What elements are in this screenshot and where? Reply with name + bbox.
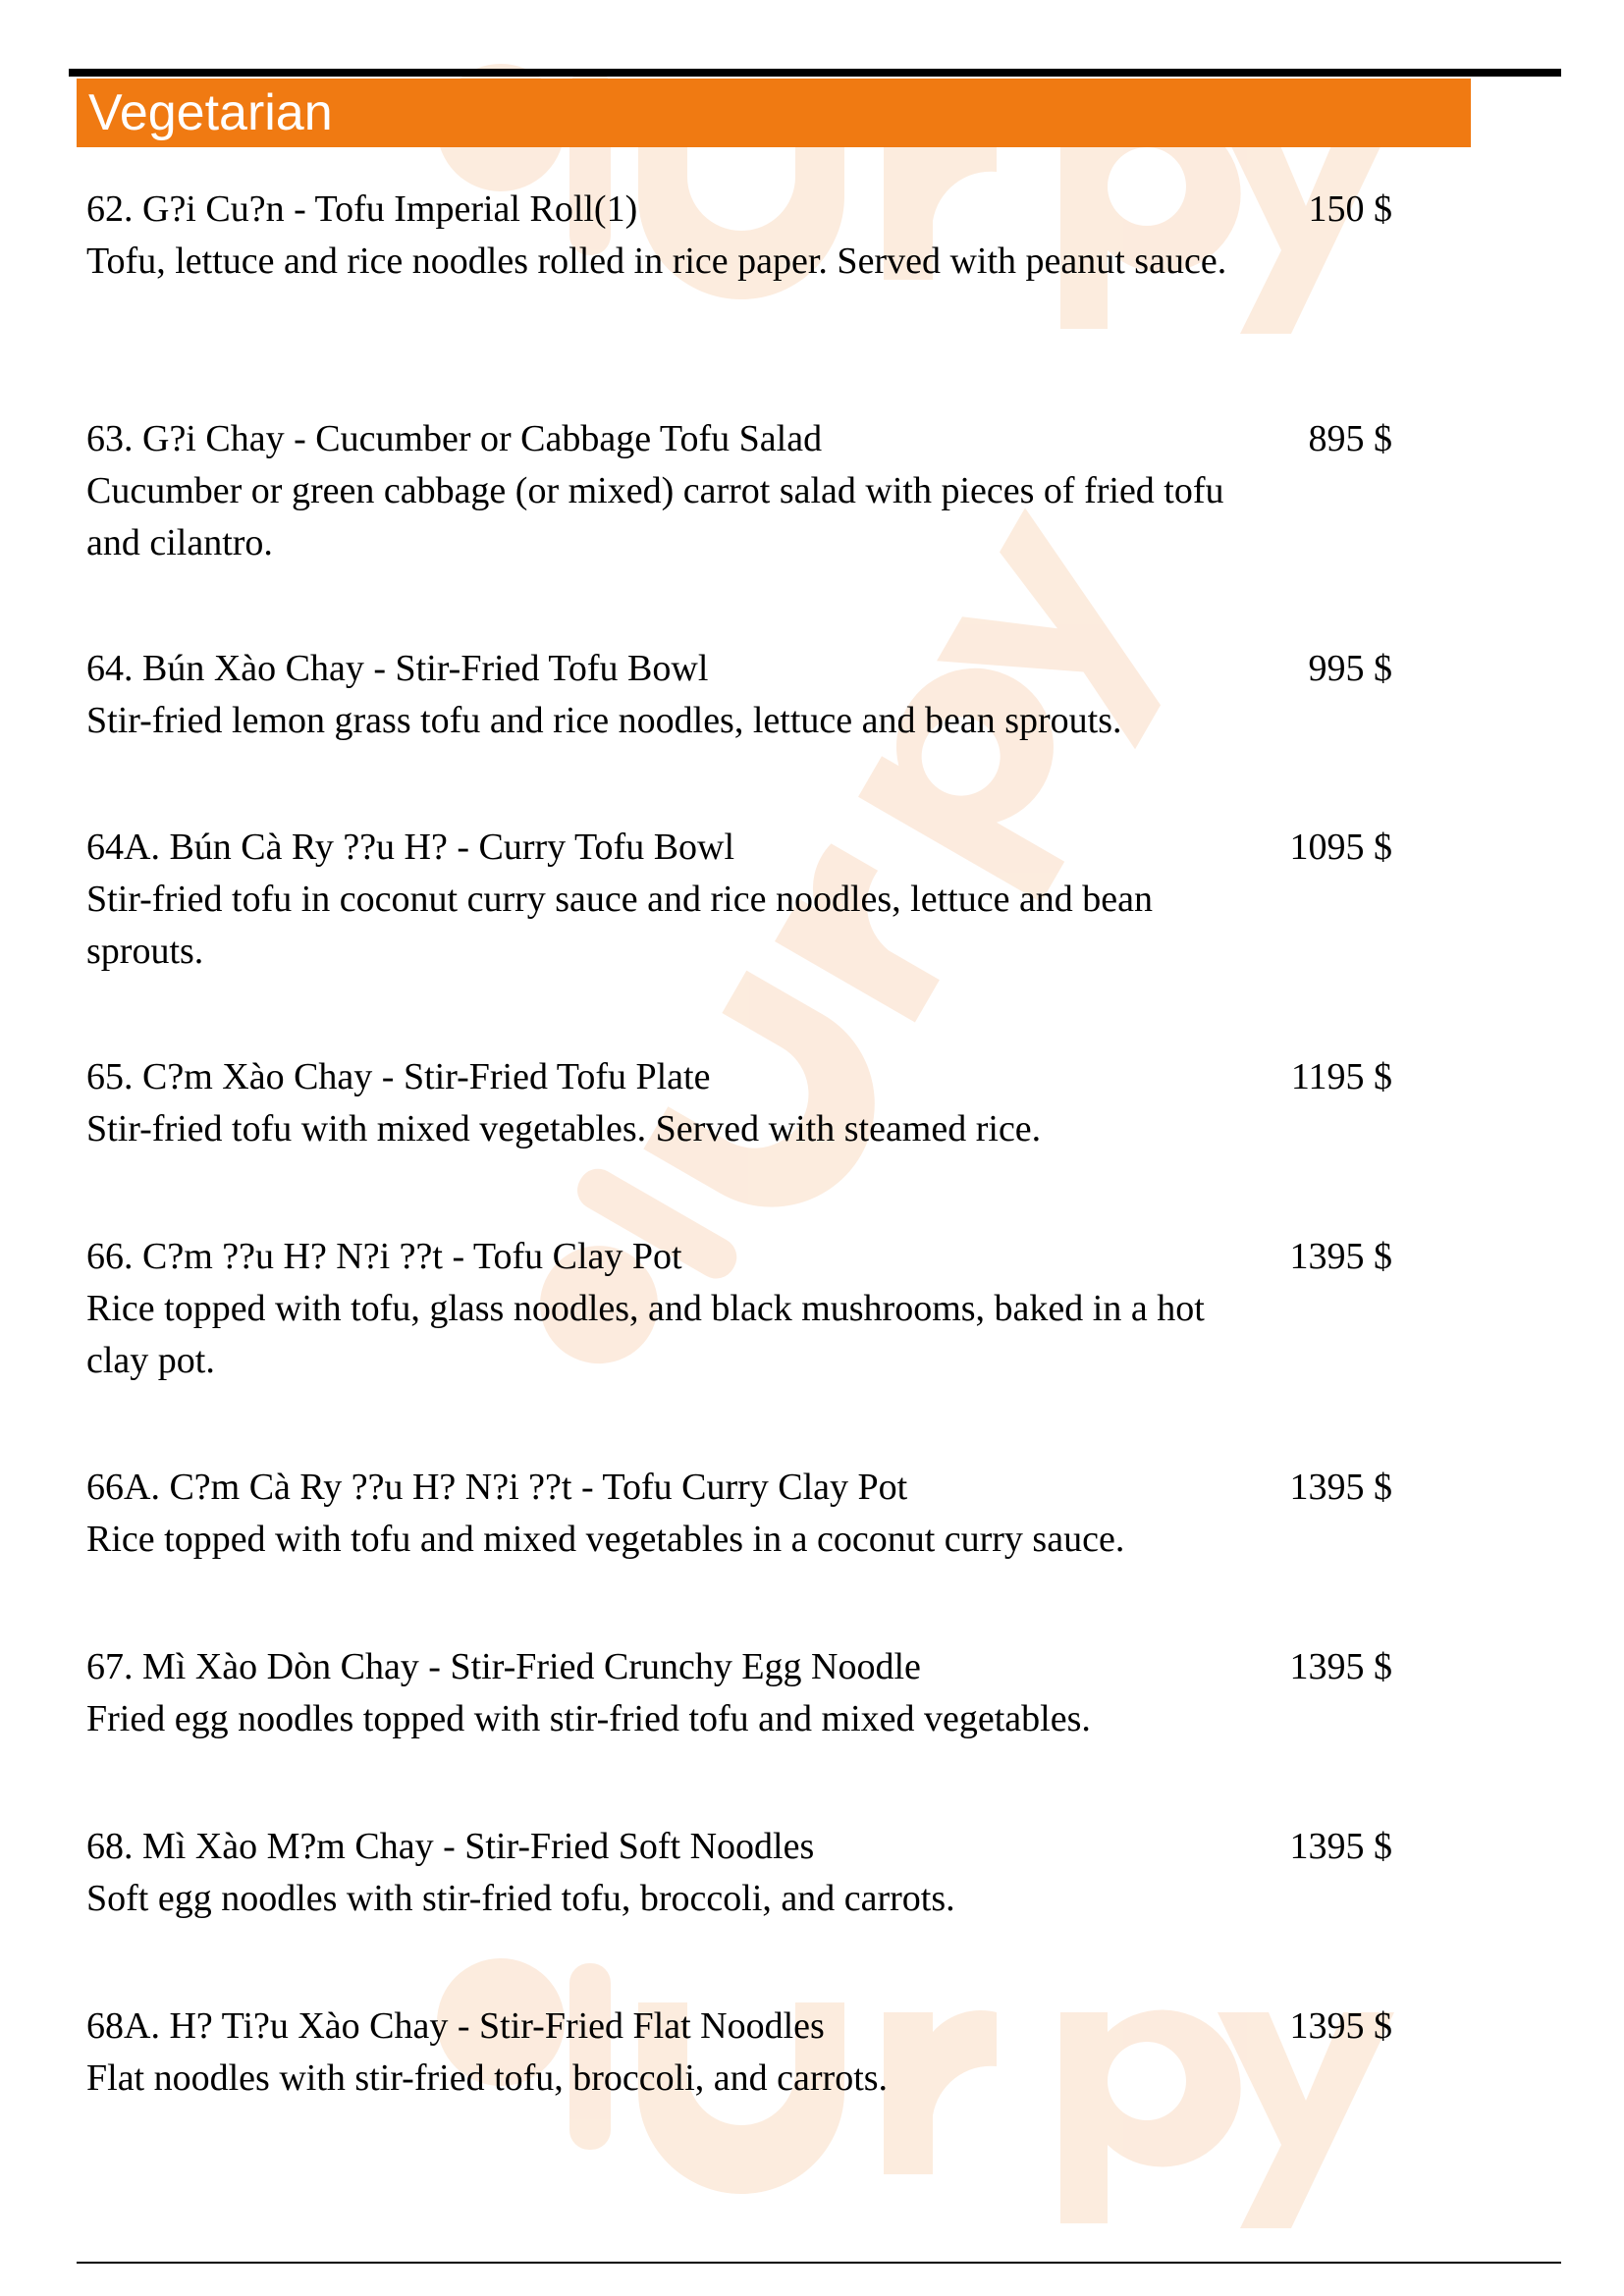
item-description: Cucumber or green cabbage (or mixed) carrot salad with pieces of fried tofu and cilantro. — [86, 470, 1224, 563]
item-description: Flat noodles with stir-fried tofu, broccoli, and carrots. — [86, 2057, 889, 2099]
item-title: 65. C?m Xào Chay - Stir-Fried Tofu Plate — [86, 1056, 711, 1097]
item-title: 68A. H? Ti?u Xào Chay - Stir-Fried Flat Noodles — [86, 2005, 825, 2047]
item-description: Fried egg noodles topped with stir-fried tofu and mixed vegetables. — [86, 1698, 1091, 1739]
item-price: 1195 $ — [1290, 1056, 1392, 1097]
item-title: 66. C?m ??u H? N?i ??t - Tofu Clay Pot — [86, 1236, 682, 1277]
item-title: 64. Bún Xào Chay - Stir-Fried Tofu Bowl — [86, 648, 709, 689]
item-price: 1395 $ — [1289, 1826, 1392, 1867]
menu-item — [86, 2001, 1392, 2105]
item-price: 1095 $ — [1289, 827, 1392, 868]
item-description: Stir-fried tofu in coconut curry sauce and rice noodles, lettuce and bean sprouts. — [86, 879, 1154, 972]
item-title: 63. G?i Chay - Cucumber or Cabbage Tofu Salad — [86, 418, 823, 459]
item-title: 62. G?i Cu?n - Tofu Imperial Roll(1) — [86, 188, 638, 230]
menu-item — [86, 1641, 1392, 1745]
item-title: 68. Mì Xào M?m Chay - Stir-Fried Soft Noodles — [86, 1826, 815, 1867]
item-description: Stir-fried tofu with mixed vegetables. Served with steamed rice. — [86, 1108, 1042, 1149]
item-price: 1395 $ — [1289, 1467, 1392, 1508]
menu-item — [86, 184, 1392, 288]
bottom-rule — [77, 2262, 1561, 2264]
menu-item — [86, 643, 1392, 747]
item-price: 1395 $ — [1289, 1236, 1392, 1277]
item-title: 66A. C?m Cà Ry ??u H? N?i ??t - Tofu Curry Clay Pot — [86, 1467, 908, 1508]
item-price: 995 $ — [1308, 648, 1392, 689]
item-price: 895 $ — [1308, 418, 1392, 459]
menu-item — [86, 1462, 1392, 1566]
item-description: Tofu, lettuce and rice noodles rolled in rice paper. Served with peanut sauce. — [86, 240, 1227, 282]
item-description: Rice topped with tofu, glass noodles, and black mushrooms, baked in a hot clay pot. — [86, 1288, 1205, 1381]
item-price: 1395 $ — [1289, 1646, 1392, 1687]
menu-item — [86, 822, 1392, 978]
section-header: Vegetarian — [77, 79, 1471, 147]
top-rule — [69, 69, 1561, 77]
item-description: Stir-fried lemon grass tofu and rice noodles, lettuce and bean sprouts. — [86, 700, 1122, 741]
item-description: Rice topped with tofu and mixed vegetables in a coconut curry sauce. — [86, 1519, 1125, 1560]
item-price: 1395 $ — [1289, 2005, 1392, 2047]
item-title: 64A. Bún Cà Ry ??u H? - Curry Tofu Bowl — [86, 827, 735, 868]
item-price: 150 $ — [1308, 188, 1392, 230]
item-description: Soft egg noodles with stir-fried tofu, broccoli, and carrots. — [86, 1878, 955, 1919]
menu-item — [86, 1051, 1392, 1155]
menu-item — [86, 413, 1392, 569]
menu-item — [86, 1821, 1392, 1925]
menu-item — [86, 1231, 1392, 1387]
item-title: 67. Mì Xào Dòn Chay - Stir-Fried Crunchy Egg Noodle — [86, 1646, 921, 1687]
